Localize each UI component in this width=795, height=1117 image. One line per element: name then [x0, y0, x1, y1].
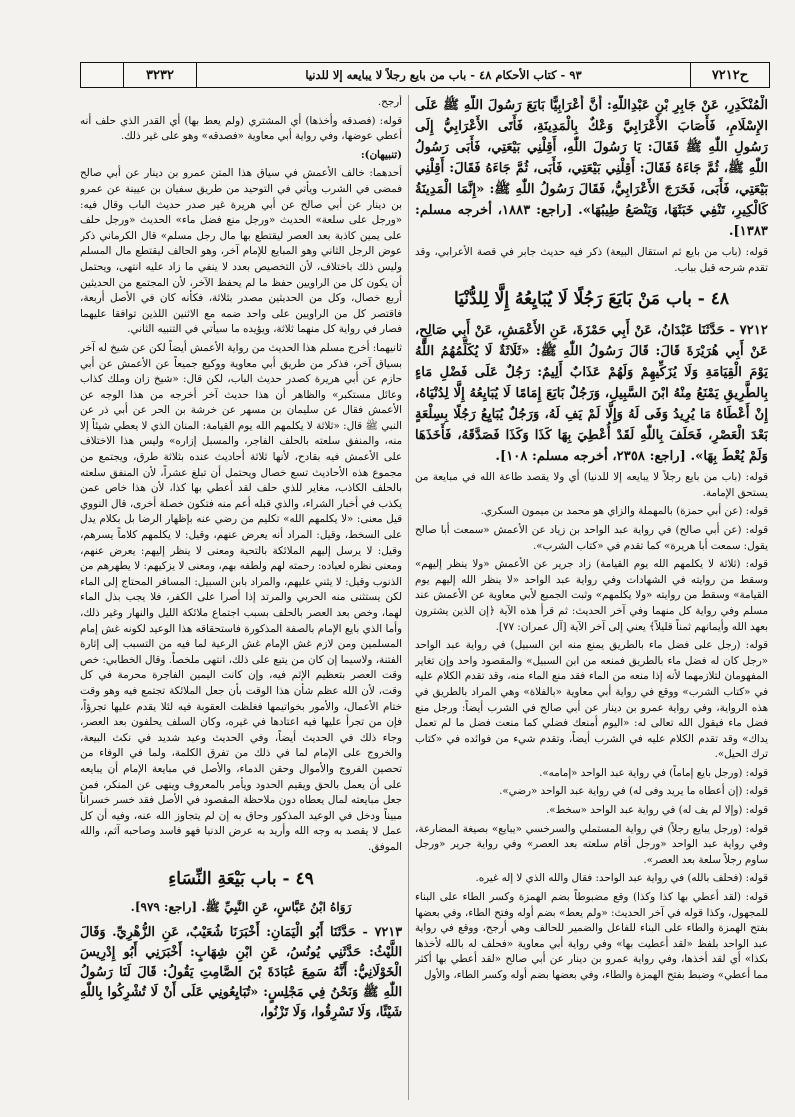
header-hadith-number: ح٧٢١٢ [690, 63, 769, 87]
header-empty-cell [81, 63, 123, 87]
commentary-paragraph: قوله: (عن أبي حمزة) بالمهملة والزاي هو محمد بن ميمون السكري. [480, 505, 768, 518]
column-divider [408, 95, 409, 1100]
chapter-title-48: ٤٨ - باب مَنْ بَايَعَ رَجُلًا لَا يُبَايِعُهُ إِلَّا لِلدُّنْيَا [453, 289, 730, 310]
commentary-paragraph: قوله: (لقد أعطي بها كذا وكذا) وقع مضبوطاً بضم الهمزة وكسر الطاء على البناء للمجهول، وكذا قوله في آخر الحديث: «ولم يعط» بضم أوله وفتح الطاء، وفي بعضها بفتح الهمزة والطاء على البناء للفاعل والضمير للحالف وهي أرجح، ووقع في رواية عبد الواحد بلفظ «لقد أعطيت بها» وفي رواية أبي معاوية «فحلف له بالله لأخذها بكذا» أي لقد أخذها، وفي رواية عمرو بن دينار عن أبي صالح «لقد أعطي بها أكثر مما أعطي» وضبط بفتح الهمزة والطاء، وفي بعضها بضم أوله وكسر الطاء، والأول [415, 891, 768, 981]
header-page-number: ٣٢٣٢ [123, 63, 196, 87]
notes-heading: (تنبيهان): [360, 148, 402, 161]
commentary-paragraph: قوله: (ورجل يبايع رجلاً) في رواية المستملي والسرخسي «يبايع» بصيغة المضارعة، وفي رواية عبد الواحد «ورجل أقام سلعته بعد العصر» وفي رواية جرير «ورجل ساوم رجلاً سلعة بعد العصر». [415, 822, 768, 866]
commentary-paragraph: قوله: (ورجل بايع إماماً) في رواية عبد الواحد «إمامه». [539, 766, 768, 779]
commentary-paragraph: قوله: (إن أعطاه ما يريد وفى له) في رواية عبد الواحد «رضي». [499, 785, 768, 798]
header-running-title: ٩٣ - كتاب الأحكام ٤٨ - باب من بايع رجلاً لا يبايعه إلا للدنيا [196, 63, 690, 87]
running-header [80, 62, 770, 88]
commentary-paragraph: قوله: (فحلف بالله) في رواية عبد الواحد: فقال والله الذي لا إله غيره. [475, 872, 768, 885]
chapter-title-49: ٤٩ - باب بَيْعَةِ النِّسَاءِ [168, 868, 314, 889]
commentary-paragraph: قوله: (عن أبي صالح) في رواية عبد الواحد بن زياد عن الأعمش «سمعت أبا صالح يقول: سمعت أبا هريرة» كما تقدم في «كتاب الشرب». [415, 523, 768, 552]
hadith-7212: ٧٢١٢ - حَدَّثَنَا عَبْدَانُ، عَنْ أَبِي حَمْزَةَ، عَنِ الأَعْمَشِ، عَنْ أَبِي صَالِحٍ، عَنْ أَبِي هُرَيْرَةَ قَالَ: قَالَ رَسُولُ اللّٰهِ ﷺ: «ثَلَاثَةٌ لَا يُكَلِّمُهُمُ اللّٰهُ يَوْمَ الْقِيَامَةِ وَلَا يُزَكِّيهِمْ وَلَهُمْ عَذَابٌ أَلِيمٌ: رَجُلٌ عَلَى فَضْلِ مَاءٍ بِالطَّرِيقِ يَمْنَعُ مِنْهُ ابْنَ السَّبِيلِ، وَرَجُلٌ بَايَعَ إِمَامًا لَا يُبَايِعُهُ إِلَّا لِدُنْيَاهُ، إِنْ أَعْطَاهُ مَا يُرِيدُ وَفَى لَهُ وَإِلَّا لَمْ يَفِ لَهُ، وَرَجُلٌ يُبَايِعُ رَجُلًا بِسِلْعَةٍ بَعْدَ الْعَصْرِ، فَحَلَفَ بِاللّٰهِ لَقَدْ أُعْطِيَ بِهَا كَذَا وَكَذَا فَصَدَّقَهُ، فَأَخَذَهَا وَلَمْ يُعْطَ بِهَا». [راجع: ٢٣٥٨، أخرجه مسلم: ١٠٨]. [415, 323, 768, 465]
chapter-49-reference: رَوَاهُ ابْنُ عَبَّاسٍ، عَنِ النَّبِيِّ ﷺ. [راجع: ٩٧٩]. [130, 899, 352, 914]
hadith-7213-opening: ٧٢١٣ - حَدَّثَنَا أَبُو الْيَمَانِ: أَخْبَرَنَا شُعَيْبٌ، عَنِ الزُّهْرِيِّ. وَقَالَ اللَّيْثُ: حَدَّثَنِي يُونُسُ، عَنِ ابْنِ شِهَابٍ: أَخْبَرَنِي أَبُو إِدْرِيسَ الْخَوْلَانِيُّ: أَنَّهُ سَمِعَ عُبَادَةَ بْنَ الصَّامِتِ يَقُولُ: قَالَ لَنَا رَسُولُ اللّٰهِ ﷺ وَنَحْنُ فِي مَجْلِسٍ: «تُبَايِعُونِي عَلَى أَنْ لَا تُشْرِكُوا بِاللّٰهِ شَيْئًا، وَلَا تَسْرِقُوا، وَلَا تَزْنُوا، [80, 925, 402, 1021]
note-paragraph: أحدهما: خالف الأعمش في سياق هذا المتن عمرو بن دينار عن أبي صالح فمضى في الشرب ويأتي في التوحيد من طريق سفيان بن عيينة عن عمرو بن دينار عن أبي صالح عن أبي هريرة غير صدر حديث الباب وقال فيه: «ورجل على سلعة» الحديث «ورجل منع فضل ماء» الحديث «ورجل حلف على يمين كاذبة بعد العصر ليقتطع بها مال رجل مسلم» قال الكرماني ذكر عوض الرجل الثاني وهو المبايع للإمام آخر، وهو الحالف ليقتطع مال المسلم وليس ذلك باختلاف، لأن التخصيص بعدد لا ينفي ما زاد عليه انتهى، ويحتمل أن يكون كل من الراويين حفظ ما لم يحفظ الآخر، لأن المجتمع من الحديثين أربع خصال، وكل من الحديثين مصدر بثلاثة، فكأنه كان في الأصل أربعة، فاقتصر كل من الراويين على واحد ضمه مع الاثنين اللذين توافقا عليهما فصار في رواية كل منهما ثلاثة، ويؤيده ما سيأتي في التنبيه الثاني. [80, 167, 402, 336]
commentary-paragraph: قوله: (باب من بايع ثم استقال البيعة) ذكر فيه حديث جابر في قصة الأعرابي، وقد تقدم شرحه قبل بباب. [415, 246, 768, 274]
right-column [415, 95, 768, 1105]
commentary-paragraph: قوله: (وإلا لم يف له) في رواية عبد الواحد «سخط». [546, 804, 768, 817]
note-paragraph: ثانيهما: أخرج مسلم هذا الحديث من رواية الأعمش أيضاً لكن عن شيخ له آخر بسياق آخر، فذكر من طريق أبي معاوية ووكيع جميعاً عن الأعمش عن أبي حازم عن أبي هريرة كصدر حديث الباب، لكن قال: «شيخ زان وملك كذاب وعائل مستكبر» والظاهر أن هذا حديث آخر أخرجه من هذا الوجه عن الأعمش فقال عن سليمان بن مسهر عن خرشة بن الحر عن أبي ذر عن النبي ﷺ قال: «ثلاثة لا يكلمهم الله يوم القيامة: المنان الذي لا يعطي شيئاً إلا منه، والمنفق سلعته بالحلف الفاجر، والمسبل إزاره» وليس هذا الاختلاف على الأعمش فيه بقادح، لأنها ثلاثة أحاديث عنده بثلاثة طرق، ويجتمع من مجموع هذه الأحاديث تسع خصال ويحتمل أن تبلغ عشراً، لأن المنفق سلعته بالحلف الكاذب، مغاير للذي حلف لقد أعطي بها كذا، لأن هذا خاص عمن يكذب في أخبار الشراء، والذي قبله أعم منه فتكون خصلة أخرى، قال النووي قيل معنى: «لا يكلمهم الله» تكليم من رضي عنه بإظهار الرضا بل بكلام يدل على السخط، وقيل: المراد أنه يعرض عنهم، وقيل: لا يكلمهم كلاماً يسرهم، وقيل: لا يرسل إليهم الملائكة بالتحية ومعنى لا ينظر إليهم: يعرض عنهم، ومعنى نظره لعباده: رحمته لهم ولطفه بهم، ومعنى لا يزكيهم: لا يطهرهم من الذنوب وقيل: لا يثني عليهم، والمراد بابن السبيل: المسافر المحتاج إلى الماء لكن يستثنى منه الحربي والمرتد إذا أصرا على الكفر، فلا يجب بذل الماء لهما، وخص بعد العصر بالحلف بسبب اجتماع ملائكة الليل والنهار وغير ذلك، وأما الذي بايع الإمام بالصفة المذكورة فاستحقاقه هذا الوعيد لكونه غش إمام المسلمين ومن لازم غش الإمام غش الرعية لما فيه من التسبب إلى إثارة الفتنة، ولاسيما إن كان من يتبع على ذلك، انتهى ملخصاً. وقال الخطابي: خص وقت العصر بتعظيم الإثم فيه، وإن كانت اليمين الفاجرة محرمة في كل وقت، لأن الله عظم شأن هذا الوقت بأن جعل الملائكة تجتمع فيه وهو وقت ختام الأعمال، والأمور بخواتيمها فغلظت العقوبة فيه لئلا يقدم عليها تجرؤاً، فإن من تجرأ عليها فيه اعتادها في غيره، وكان السلف يحلفون بعد العصر، وجاء ذلك في الحديث أيضاً، وفي الحديث وعيد شديد في نكث البيعة، والخروج على الإمام لما في ذلك من تفرق الكلمة، ولما في الوفاء من تحصين الفروج والأموال وحقن الدماء، والأصل في مبايعة الإمام أن يبايعه على أن يعمل بالحق ويقيم الحدود ويأمر بالمعروف وينهى عن المنكر، فمن جعل مبايعته لمال يعطاه دون ملاحظة المقصود في الأصل فقد خسر خسراناً مبيناً ودخل في الوعيد المذكور وحاق به إن لم يتجاوز الله عنه، وفيه أن كل عمل لا يقصد به وجه الله وأريد به عرض الدنيا فهو فاسد وصاحبه آثم، والله الموفق. [80, 341, 402, 853]
commentary-paragraph: قوله: (رجل على فضل ماء بالطريق يمنع منه ابن السبيل) في رواية عبد الواحد «رجل كان له فضل ماء بالطريق فمنعه من ابن السبيل» والمقصود واحد وإن تغاير المفهومان لتلازمهما لأنه إذا منعه من الماء فقد منع الماء منه، وقد تقدم الكلام عليه في «كتاب الشرب» ووقع في رواية أبي معاوية «بالفلاة» وهي المراد بالطريق في هذه الرواية، وفي رواية عمرو بن دينار عن أبي صالح في الشرب أيضاً: ورجل منع فضل ماء فيقول الله تعالى له: «اليوم أمنعك فضلي كما منعت فضل ما لم تعمل يداك» وقد تقدم الكلام عليه في الشرب أيضاً، وتقدم شيء من فوائده في «كتاب ترك الحيل». [415, 639, 768, 761]
commentary-paragraph: أرجح. [377, 96, 402, 108]
hadith-text-previous: الْمُنْكَدِرِ، عَنْ جَابِرِ بْنِ عَبْدِاللّٰهِ: أَنَّ أَعْرَابِيًّا بَايَعَ رَسُولَ اللّٰهِ ﷺ عَلَى الإِسْلَامِ، فَأَصَابَ الأَعْرَابِيَّ وَعْكٌ بِالْمَدِينَةِ، فَأَتَى الأَعْرَابِيُّ إِلَى رَسُولِ اللّٰهِ ﷺ فَقَالَ: يَا رَسُولَ اللّٰهِ، أَقِلْنِي بَيْعَتِي، فَأَبَى رَسُولُ اللّٰهِ ﷺ، ثُمَّ جَاءَهُ فَقَالَ: أَقِلْنِي بَيْعَتِي، فَأَبَى، ثُمَّ جَاءَهُ فَقَالَ: أَقِلْنِي بَيْعَتِي، فَأَبَى، فَخَرَجَ الأَعْرَابِيُّ، فَقَالَ رَسُولُ اللّٰهِ ﷺ: «إِنَّمَا الْمَدِينَةُ كَالْكِيرِ، تَنْفِي خَبَثَهَا، وَيَنْصَعُ طِيبُهَا». [راجع: ١٨٨٣، أخرجه مسلم: ١٣٨٣]. [415, 98, 768, 239]
commentary-paragraph: قوله: (باب من بايع رجلاً لا يبايعه إلا للدنيا) أي ولا يقصد طاعة الله في مبايعة من يستحق الإمامة. [415, 471, 768, 499]
commentary-paragraph: قوله: (فصدقه وأخذها) أي المشتري (ولم يعط بها) أي القدر الذي حلف أنه أعطي عوضها، وفي رواية أبي معاوية «فصدقه» وهو على غير ذلك. [80, 114, 402, 143]
commentary-paragraph: قوله: (ثلاثة لا يكلمهم الله يوم القيامة) زاد جرير عن الأعمش «ولا ينظر إليهم» وسقط من روايته في الشهادات وفي رواية عبد الواحد «لا ينظر الله إليهم يوم القيامة» وسقط من روايته «ولا يكلمهم» وثبت الجميع لأبي معاوية عن الأعمش عند مسلم وفي رواية كل منهما وفي آخر الحديث: ثم قرأ هذه الآية ﴿إن الذين يشترون بعهد الله وأيمانهم ثمناً قليلاً﴾ يعني إلى آخر الآية [آل عمران: ٧٧]. [415, 558, 768, 633]
left-column [80, 95, 402, 1105]
